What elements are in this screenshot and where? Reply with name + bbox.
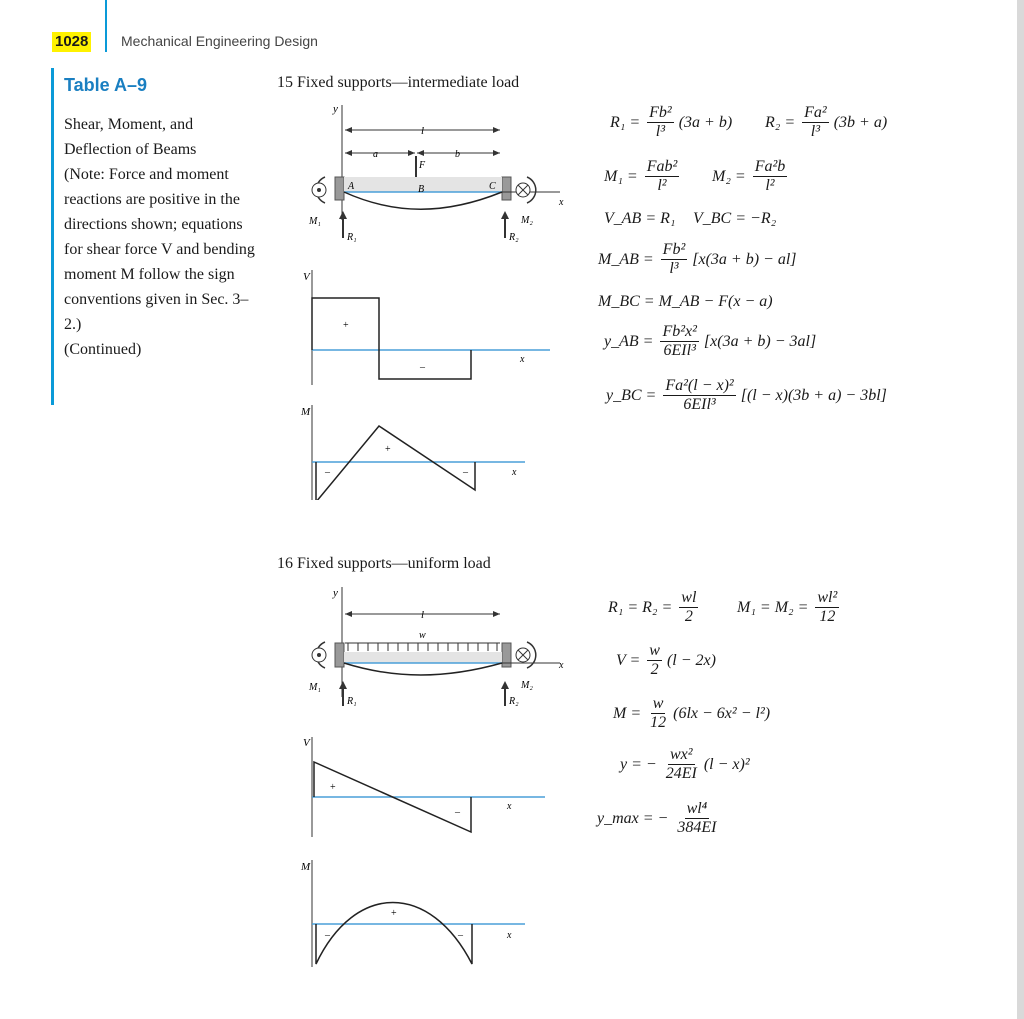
case16-label-x: x: [559, 660, 564, 671]
case15-label-V: V: [303, 271, 310, 283]
case16-shear-diagram: [303, 737, 545, 837]
case16-diagrams: [295, 582, 580, 972]
header-divider: [105, 0, 107, 52]
case15-label-x: x: [559, 197, 564, 208]
page-number: 1028: [52, 32, 91, 52]
case16-moment-label-x: x: [507, 930, 512, 941]
case15-eq-mbc: M_BC = M_AB − F(x − a): [598, 293, 773, 310]
case16-label-M1: M₁: [309, 682, 321, 693]
case16-moment-minus-left: –: [325, 930, 330, 941]
case16-eq-ymax: y_max = − $\frac{\text{wl⁴}}{384EI}$: [597, 800, 717, 836]
case16-label-y: y: [333, 587, 338, 599]
case16-eq-y: y = − $\frac{\text{wx²}}{24EI}$ (l − x)²: [620, 746, 750, 782]
case16-label-R2: R₂: [509, 696, 519, 707]
case15-moment-label-x: x: [512, 467, 517, 478]
case15-eq-vab: V_AB = R₁: [604, 210, 676, 227]
case15-moment-diagram: [300, 405, 525, 500]
case16-eq-v: V = $\frac{w}{2}$ (l − 2x): [616, 642, 716, 678]
case15-title: 15 Fixed supports—intermediate load: [277, 74, 520, 91]
case15-label-B: B: [418, 184, 425, 195]
case15-label-R1: R₁: [347, 232, 357, 243]
table-description: [64, 112, 264, 362]
case16-shear-plus: +: [330, 782, 336, 793]
table-description-note: (Note: Force and moment reactions are positive in the directions shown; equations for shear force V and bending moment M follow the sign conventions given in Sec. 3–2.): [64, 166, 255, 333]
case15-label-a: a: [373, 149, 378, 160]
case15-label-b: b: [455, 149, 460, 160]
case16-label-M2: M₂: [521, 680, 533, 691]
case15-shear-diagram: [303, 270, 550, 385]
case15-beam-diagram: [308, 103, 564, 243]
case15-label-F: F: [419, 160, 426, 171]
case16-eq-m: M₁ = M₂ = $\frac{\text{wl²}}{12}$: [737, 589, 838, 625]
case15-eq-mab: M_AB = $\frac{\text{Fb²}}{\text{l³}}$ [x(3a + b) − al]: [598, 241, 797, 277]
case15-diagrams: [295, 100, 580, 500]
case15-label-l: l: [421, 125, 425, 137]
case16-label-l: l: [421, 609, 425, 621]
case15-eq-r2: R₂ = $\frac{\text{Fa²}}{\text{l³}}$ (3b + a): [765, 104, 888, 140]
case16-shear-minus: –: [455, 807, 460, 818]
case16-beam-diagram: [308, 587, 564, 707]
case15-label-A: A: [348, 181, 355, 192]
page-edge: [1017, 0, 1024, 1019]
case15-label-C: C: [489, 181, 496, 192]
case16-shear-label-x: x: [507, 801, 512, 812]
case16-moment-minus-right: –: [458, 930, 463, 941]
table-description-continued: (Continued): [64, 341, 142, 358]
case15-label-M1: M₁: [309, 216, 321, 227]
case15-shear-plus: +: [343, 320, 349, 331]
case15-label-R2: R₂: [509, 232, 519, 243]
case16-moment-diagram: [300, 860, 525, 967]
case16-moment-plus: +: [391, 908, 397, 919]
case15-label-M2: M₂: [521, 215, 533, 226]
case16-label-M: M: [301, 861, 311, 873]
case16-label-R1: R₁: [347, 696, 357, 707]
case16-label-V: V: [303, 737, 310, 749]
case15-eq-ybc: y_BC = $\frac{\text{Fa²(l − x)²}}{\text{6EIl³}}$ [(l − x)(3b + a) − 3bl]: [606, 377, 887, 413]
case16-label-w: w: [419, 630, 426, 641]
case15-label-M: M: [301, 406, 311, 418]
case15-eq-vbc: V_BC = −R₂: [693, 210, 777, 227]
case16-title: 16 Fixed supports—uniform load: [277, 555, 491, 572]
case15-moment-minus-left: –: [325, 467, 330, 478]
table-description-main: Shear, Moment, and Deflection of Beams: [64, 116, 197, 158]
case16-eq-r: R₁ = R₂ = $\frac{wl}{2}$: [608, 589, 697, 625]
case15-eq-m2: M₂ = $\frac{\text{Fa²b}}{\text{l²}}$: [712, 158, 786, 194]
case15-shear-label-x: x: [520, 354, 525, 365]
case15-eq-r1: R₁ = $\frac{\text{Fb²}}{\text{l³}}$ (3a + b): [610, 104, 733, 140]
book-title: Mechanical Engineering Design: [121, 33, 318, 49]
case15-label-y: y: [333, 103, 338, 115]
case16-eq-mx: M = $\frac{w}{12}$ (6lx − 6x² − l²): [613, 695, 771, 731]
case15-eq-m1: M₁ = $\frac{\text{Fab²}}{\text{l²}}$: [604, 158, 678, 194]
case15-eq-yab: y_AB = $\frac{\text{Fb²x²}}{\text{6EIl³}}$ [x(3a + b) − 3al]: [604, 323, 817, 359]
table-sidebar-rule: [51, 68, 54, 405]
case15-moment-plus: +: [385, 444, 391, 455]
table-title: Table A–9: [64, 75, 148, 95]
case15-shear-minus: –: [420, 362, 425, 373]
case15-moment-minus-right: –: [463, 467, 468, 478]
